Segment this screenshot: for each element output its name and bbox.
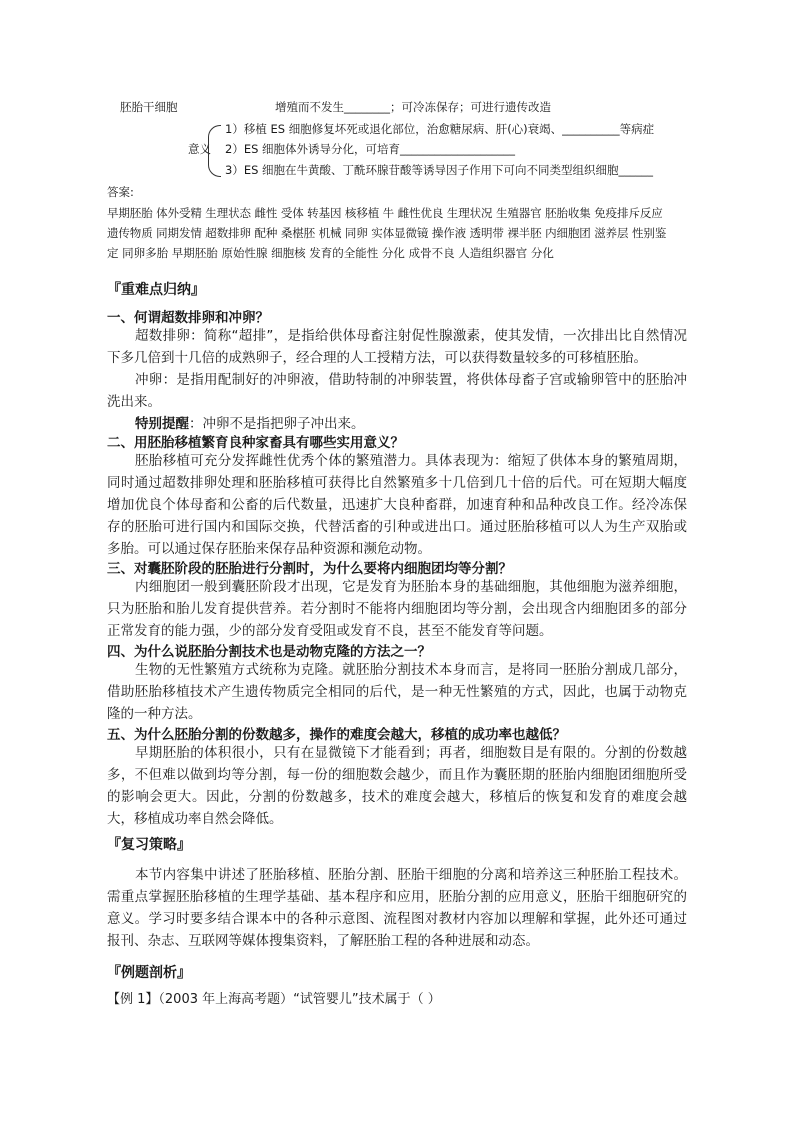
example-1-label: 【例 1】: [107, 992, 159, 1007]
review-strategy-para: 本节内容集中讲述了胚胎移植、胚胎分割、胚胎干细胞的分离和培养这三种胚胎工程技术。需重点掌握胚胎移植的生理学基础、基本程序和应用，胚胎分割的应用意义，胚胎干细胞研究的意义。学习时要多结合课本中的各种示意图、流程图对教材内容加以理解和掌握，此外还可通过报刊、杂志、互联网等媒体搜集资料，了解胚胎工程的各种进展和动态。: [107, 867, 687, 949]
question-3-para-1: 内细胞团一般到囊胚阶段才出现，它是发育为胚胎本身的基础细胞，其他细胞为滋养细胞，只为胚胎和胎儿发育提供营养。若分割时不能将内细胞团均等分割，会出现含内细胞团多的部分正常发育的能力强，少的部分发育受阻或发育不良，甚至不能发育等问题。: [107, 579, 687, 639]
question-3-title: 三、对囊胚阶段的胚胎进行分割时，为什么要将内细胞团均等分割？: [107, 561, 512, 577]
question-1-para-2: 冲卵：是指用配制好的冲卵液，借助特制的冲卵装置，将供体母畜子宫或输卵管中的胚胎冲洗出来。: [107, 372, 687, 410]
example-1-text: （2003 年上海高考题）“试管婴儿”技术属于（ ）: [158, 992, 441, 1007]
question-4-title: 四、为什么说胚胎分割技术也是动物克隆的方法之一？: [107, 644, 431, 660]
meaning-item-1: 1）移植 ES 细胞修复坏死或退化部位，治愈糖尿病、肝(心)衰竭、__________等病症: [225, 122, 655, 136]
question-1-para-1: 超数排卵：简称“超排”，是指给供体母畜注射促性腺激素，使其发情，一次排出比自然情况下多几倍到十几倍的成熟卵子，经合理的人工授精方法，可以获得数量较多的可移植胚胎。: [107, 328, 687, 366]
question-2-para-1: 胚胎移植可充分发挥雌性优秀个体的繁殖潜力。具体表现为：缩短了供体本身的繁殖周期，同时通过超数排卵处理和胚胎移植可获得比自然繁殖多十几倍到几十倍的后代。可在短期大幅度增加优良个体母畜和公畜的后代数量，迅速扩大良种畜群，加速育种和品种改良工作。经冷冻保存的胚胎可进行国内和国际交换，代替活畜的引种或进出口。通过胚胎移植可以人为生产双胎或多胎。可以通过保存胚胎来保存品种资源和濒危动物。: [107, 453, 687, 557]
brace-bracket: [208, 125, 221, 177]
answers-label: 答案:: [107, 185, 134, 199]
question-5-title: 五、为什么胚胎分割的份数越多，操作的难度会越大，移植的成功率也越低？: [107, 727, 566, 743]
meaning-label: 意义: [188, 142, 211, 156]
section-heading-review-strategy: 『复习策略』: [107, 837, 191, 853]
meaning-item-2: 2）ES 细胞体外诱导分化，可培育____________________: [225, 142, 516, 156]
es-cell-label: 胚胎干细胞: [120, 100, 178, 114]
answers-line-3: 定 同卵多胎 早期胚胎 原始性腺 细胞核 发育的全能性 分化 成骨不良 人造组织器官 分化: [107, 246, 554, 260]
question-5-para-1: 早期胚胎的体积很小，只有在显微镜下才能看到；再者，细胞数目是有限的。分割的份数越多，不但难以做到均等分割，每一份的细胞数会越少，而且作为囊胚期的胚胎内细胞团细胞所受的影响会更大。因此，分割的份数越多，技术的难度会越大，移植后的恢复和发育的难度会越大，移植成功率自然会降低。: [107, 745, 687, 827]
tip-label: 特别提醒: [135, 416, 189, 432]
es-cell-properties: 增殖而不发生________；可冷冻保存；可进行遗传改造: [275, 100, 551, 114]
section-heading-key-points: 『重难点归纳』: [107, 282, 205, 298]
question-4-para-1: 生物的无性繁殖方式统称为克隆。就胚胎分割技术本身而言，是将同一胚胎分割成几部分，借助胚胎移植技术产生遗传物质完全相同的后代，是一种无性繁殖的方式，因此，也属于动物克隆的一种方法。: [107, 662, 687, 722]
section-heading-examples: 『例题剖析』: [107, 965, 191, 981]
question-1-title: 一、何谓超数排卵和冲卵？: [107, 310, 269, 326]
answers-line-1: 早期胚胎 体外受精 生理状态 雌性 受体 转基因 核移植 牛 雌性优良 生理状况 生殖器官 胚胎收集 免疫排斥反应: [107, 206, 663, 220]
meaning-item-3: 3）ES 细胞在牛黄酸、丁酰环腺苷酸等诱导因子作用下可向不同类型组织细胞______: [225, 163, 654, 177]
tip-text: ：冲卵不是指把卵子冲出来。: [189, 416, 365, 432]
question-2-title: 二、用胚胎移植繁育良种家畜具有哪些实用意义？: [107, 435, 404, 451]
answers-line-2: 遗传物质 同期发情 超数排卵 配种 桑椹胚 机械 同卵 实体显微镜 操作液 透明带 裸半胚 内细胞团 滋养层 性别鉴: [107, 226, 667, 240]
example-1: [107, 990, 441, 1010]
